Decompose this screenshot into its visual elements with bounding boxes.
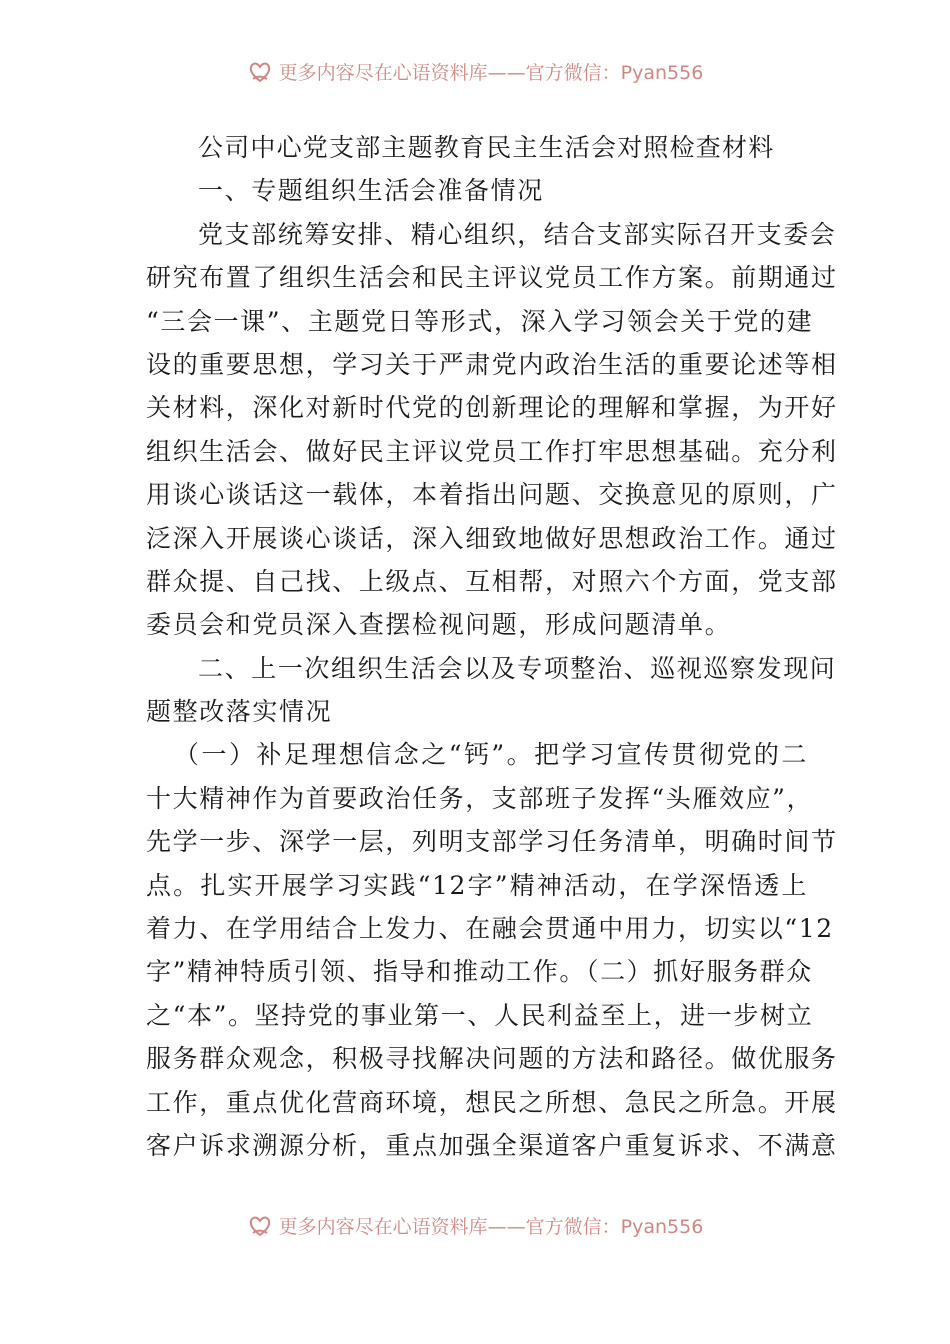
paragraph-line: 研究布置了组织生活会和民主评议党员工作方案。前期通过 [146, 263, 838, 293]
paragraph-line: 用谈心谈话这一载体，本着指出问题、交换意见的原则，广 [146, 480, 838, 510]
paragraph-line: 设的重要思想，学习关于严肃党内政治生活的重要论述等相 [146, 349, 838, 379]
watermark-header [0, 58, 950, 85]
paragraph-line: 工作，重点优化营商环境，想民之所想、急民之所急。开展 [146, 1087, 838, 1117]
paragraph-line: 十大精神作为首要政治任务，支部班子发挥“头雁效应”， [146, 783, 814, 813]
document-body [146, 126, 838, 1167]
paragraph-line: 字”精神特质引领、指导和推动工作。（二）抓好服务群众 [146, 957, 813, 987]
paragraph-line: 服务群众观念，积极寻找解决问题的方法和路径。做优服务 [146, 1044, 838, 1074]
section-heading-2: 二、上一次组织生活会以及专项整治、巡视巡察发现问 [198, 653, 837, 683]
paragraph-line: 着力、在学用结合上发力、在融会贯通中用力，切实以“12 [146, 914, 834, 944]
watermark-footer [0, 1212, 950, 1239]
paragraph-line: 组织生活会、做好民主评议党员工作打牢思想基础。充分利 [146, 436, 838, 466]
paragraph-line: “三会一课”、主题党日等形式，深入学习领会关于党的建 [146, 306, 814, 336]
paragraph-line: 泛深入开展谈心谈话，深入细致地做好思想政治工作。通过 [146, 523, 838, 553]
paragraph-line: 党支部统筹安排、精心组织，结合支部实际召开支委会 [198, 219, 837, 249]
heart-logo-icon [247, 59, 273, 85]
paragraph-line: 关材料，深化对新时代党的创新理论的理解和掌握，为开好 [146, 393, 838, 423]
paragraph-line: 客户诉求溯源分析，重点加强全渠道客户重复诉求、不满意 [146, 1130, 838, 1160]
watermark-text: 更多内容尽在心语资料库——官方微信：Pyan556 [278, 1216, 704, 1238]
watermark-text: 更多内容尽在心语资料库——官方微信：Pyan556 [278, 62, 704, 84]
paragraph-line: 群众提、自己找、上级点、互相帮，对照六个方面，党支部 [146, 566, 838, 596]
paragraph-line: 先学一步、深学一层，列明支部学习任务清单，明确时间节 [146, 827, 838, 857]
section-heading-2-cont: 题整改落实情况 [146, 697, 333, 727]
paragraph-line: 点。扎实开展学习实践“12字”精神活动，在学深悟透上 [146, 870, 808, 900]
paragraph-line: 之“本”。坚持党的事业第一、人民利益至上，进一步树立 [146, 1000, 814, 1030]
document-title: 公司中心党支部主题教育民主生活会对照检查材料 [198, 133, 775, 162]
section-heading-1: 一、专题组织生活会准备情况 [198, 176, 544, 206]
heart-logo-icon [247, 1213, 273, 1239]
paragraph-line: （一）补足理想信念之“钙”。把学习宣传贯彻党的二 [174, 740, 808, 770]
paragraph-line: 委员会和党员深入查摆检视问题，形成问题清单。 [146, 610, 732, 640]
